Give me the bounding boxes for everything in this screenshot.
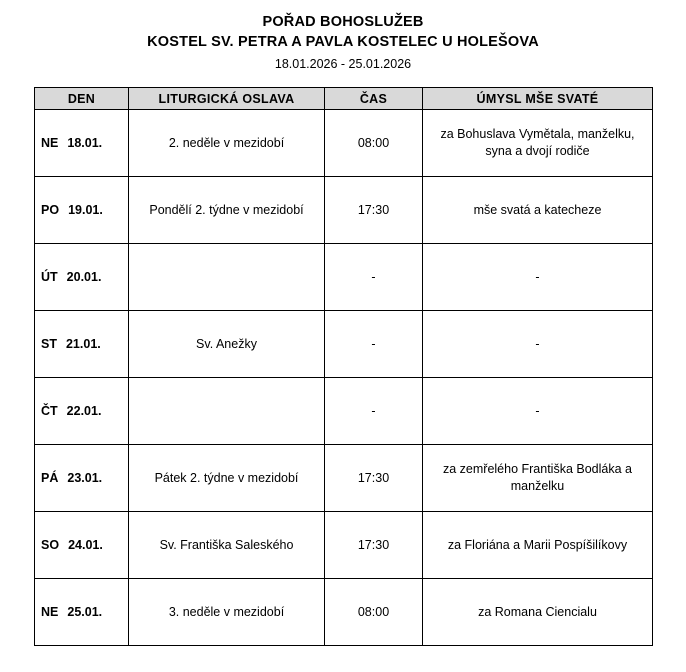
column-header-time: ČAS [325,88,423,110]
cell-liturgy: Pondělí 2. týdne v mezidobí [129,177,325,244]
cell-time: 17:30 [325,177,423,244]
cell-intention: za Romana Ciencialu [423,579,653,646]
cell-liturgy: 2. neděle v mezidobí [129,110,325,177]
cell-liturgy: Sv. Anežky [129,311,325,378]
cell-liturgy [129,244,325,311]
table-body [35,110,653,646]
schedule-table-wrapper [0,87,686,646]
cell-time: - [325,378,423,445]
cell-day [35,177,129,244]
day-name: PO [41,202,60,217]
table-header-row-group [35,88,653,110]
cell-intention: - [423,311,653,378]
cell-liturgy: Pátek 2. týdne v mezidobí [129,445,325,512]
cell-liturgy [129,378,325,445]
table-row [35,177,653,244]
cell-time: 17:30 [325,512,423,579]
column-header-day: DEN [35,88,129,110]
document-header [0,0,686,74]
cell-intention: - [423,244,653,311]
day-date: 21.01. [65,336,101,351]
cell-day [35,512,129,579]
day-date: 20.01. [66,269,102,284]
church-name: KOSTEL SV. PETRA A PAVLA KOSTELEC U HOLEŠOVA [147,34,539,50]
table-row [35,244,653,311]
page-title: POŘAD BOHOSLUŽEB [262,14,424,30]
cell-day [35,445,129,512]
cell-time: - [325,244,423,311]
cell-intention: mše svatá a katecheze [423,177,653,244]
table-row [35,378,653,445]
day-name: PÁ [41,470,59,485]
table-row [35,110,653,177]
cell-liturgy: Sv. Františka Saleského [129,512,325,579]
table-row [35,445,653,512]
cell-time: - [325,311,423,378]
day-name: ČT [41,403,58,418]
cell-time: 17:30 [325,445,423,512]
day-name: SO [41,537,60,552]
cell-day [35,378,129,445]
day-date: 24.01. [68,537,103,552]
cell-intention: - [423,378,653,445]
cell-time: 08:00 [325,110,423,177]
day-name: ST [41,336,57,351]
column-header-liturgy: LITURGICKÁ OSLAVA [129,88,325,110]
schedule-table [34,87,653,646]
cell-time: 08:00 [325,579,423,646]
table-row [35,579,653,646]
cell-liturgy: 3. neděle v mezidobí [129,579,325,646]
day-date: 23.01. [67,470,103,485]
day-date: 18.01. [67,135,103,150]
column-header-intention: ÚMYSL MŠE SVATÉ [423,88,653,110]
day-date: 22.01. [66,403,102,418]
cell-intention: za Bohuslava Vymětala, manželku, syna a dvojí rodiče [423,110,653,177]
cell-day [35,244,129,311]
date-range: 18.01.2026 - 25.01.2026 [274,57,412,71]
day-name: NE [41,604,59,619]
table-header-row [35,88,653,110]
cell-day [35,579,129,646]
day-name: ÚT [41,269,58,284]
day-name: NE [41,135,59,150]
table-row [35,512,653,579]
table-row [35,311,653,378]
cell-intention: za zemřelého Františka Bodláka a manželku [423,445,653,512]
day-date: 19.01. [68,202,103,217]
cell-intention: za Floriána a Marii Pospíšilíkovy [423,512,653,579]
cell-day [35,311,129,378]
day-date: 25.01. [67,604,103,619]
cell-day [35,110,129,177]
